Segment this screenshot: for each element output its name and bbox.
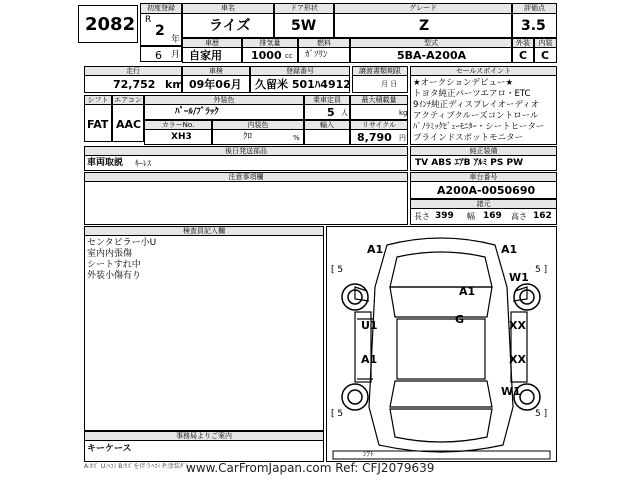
chassis-box	[410, 181, 557, 199]
length-value: 399	[435, 211, 454, 221]
send-later-header: 後日発送部品	[84, 146, 408, 156]
width-value: 169	[483, 211, 502, 221]
sales-point-line: ★オークションデビュー★	[413, 78, 514, 88]
interior-grade: C	[541, 49, 550, 62]
score-header: 評価点	[512, 3, 557, 14]
first-reg-header: 初度登録	[140, 3, 182, 14]
tire-tread-rf-value: 5	[535, 265, 541, 275]
usage-box	[182, 47, 242, 63]
sales-point-line: アクティブクルーズコントロール	[413, 111, 539, 121]
displacement-unit: cc	[285, 52, 293, 60]
inspector-list	[87, 238, 156, 282]
inspector-box	[84, 235, 324, 431]
office-header: 事務局よりご案内	[84, 431, 324, 441]
damage-mark: A1	[501, 243, 518, 256]
transfer-value: 月 日	[381, 80, 398, 88]
capacity-value: 5	[327, 106, 335, 119]
fuel-value: ｶﾞｿﾘﾝ	[305, 50, 328, 60]
damage-mark: XX	[509, 319, 526, 332]
exterior-header: 外装	[512, 38, 534, 48]
tire-tread-rr-value: 5	[535, 409, 541, 419]
year-suffix: 年	[171, 35, 181, 45]
capacity-box	[304, 104, 350, 120]
car-outline	[327, 227, 556, 461]
recycle-value: 8,790	[357, 131, 392, 144]
office-line: キーケース	[87, 444, 132, 454]
car-name: ライズ	[209, 18, 251, 34]
dims-box	[410, 208, 557, 225]
watermark: www.CarFromJapan.com Ref: CFJ2079639	[186, 461, 435, 475]
max-load-unit: kg	[399, 109, 408, 117]
first-reg-box	[140, 13, 182, 46]
grade-value: Z	[419, 18, 430, 34]
length-label: 長さ	[414, 212, 430, 221]
grade-header: グレード	[334, 3, 512, 14]
grade-box	[334, 13, 512, 38]
shift-header: シフト	[84, 95, 112, 105]
max-load-box	[350, 104, 408, 120]
send-later-box	[84, 155, 408, 171]
displacement-value: 1000	[251, 49, 282, 62]
aircon-value: AAC	[116, 118, 142, 131]
tire-tread-lr: [ 5	[331, 409, 344, 419]
int-color-box	[212, 129, 304, 145]
month-value: 6	[155, 49, 162, 62]
sales-point-line: 9ｲﾝﾁ純正ディスプレイオーディオ	[413, 100, 540, 110]
inspection-value: 09年06月	[189, 78, 242, 91]
inspector-line: シートすれ中	[87, 260, 141, 270]
registration-value: 久留米 501ﾊ4912	[255, 78, 351, 91]
car-name-box	[182, 13, 274, 38]
fuel-header: 燃料	[298, 38, 350, 48]
damage-mark: A1	[367, 243, 384, 256]
tire-tread-lf-value: 5	[337, 265, 344, 275]
import-header: 輸入	[304, 120, 350, 130]
exterior-grade: C	[519, 49, 528, 62]
fuel-box	[298, 47, 350, 63]
month-suffix: 月	[171, 50, 181, 60]
displacement-box	[242, 47, 298, 63]
tire-tread-rr: 5 ]	[535, 409, 548, 419]
damage-mark: A1	[459, 285, 476, 298]
sales-point-line: ﾊﾟﾉﾗﾐｯｸﾋﾞｭｰﾓﾆﾀｰ・シートヒーター	[413, 122, 545, 132]
sales-point-line: ブラインドスポットモニター	[413, 133, 524, 143]
year-value: 2	[155, 23, 165, 39]
recycle-unit: 円	[399, 134, 406, 142]
inspector-line: センタピラー小U	[87, 238, 157, 248]
max-load-header: 最大積載量	[350, 95, 408, 105]
legend-text: A:ｷｽﾞ U:ﾍｺﾐ B:ｷｽﾞを伴うﾍｺﾐ P:塗装ﾀﾞﾚ...	[84, 463, 195, 470]
capacity-unit: 人	[341, 109, 348, 117]
send-later-value: ｷｰﾚｽ	[135, 159, 151, 168]
height-value: 162	[533, 211, 552, 221]
usage-value: 自家用	[189, 49, 222, 62]
inspector-line: 外装小傷有り	[87, 271, 142, 281]
registration-box	[250, 75, 350, 93]
mileage-unit: km	[165, 78, 184, 91]
sales-point-line: トヨタ純正パーツエアロ・ETC	[413, 89, 531, 99]
color-value: ﾊﾟｰﾙ/ﾌﾞﾗｯｸ	[175, 107, 219, 117]
office-box	[84, 440, 324, 462]
transfer-header: 譲渡書類期限	[352, 66, 408, 76]
first-reg-month-box	[140, 46, 182, 62]
equipment-box	[410, 155, 557, 171]
tire-tread-lr-value: 5	[337, 409, 344, 419]
lot-number-box	[78, 5, 138, 43]
color-header: 外装色	[144, 95, 304, 105]
tire-tread-lf: [ 5	[331, 265, 344, 275]
equipment-header: 純正装備	[410, 146, 557, 156]
score-value: 3.5	[521, 18, 546, 34]
doors-value: 5W	[291, 18, 317, 34]
model-value: 5BA-A200A	[397, 49, 467, 62]
send-later-label: 車両取説	[87, 158, 124, 168]
inspector-header: 検査員記入欄	[84, 226, 324, 236]
color-no-header: カラーNo.	[144, 120, 212, 130]
recycle-box	[350, 129, 408, 145]
doors-header: ドア形状	[274, 3, 334, 14]
color-no-value: XH3	[171, 132, 192, 142]
score-box	[512, 13, 557, 38]
int-color-header: 内装色	[212, 120, 304, 130]
sales-points-list	[413, 78, 544, 144]
damage-mark: A1	[361, 353, 378, 366]
chassis-header: 車台番号	[410, 172, 557, 182]
usage-header: 車歴	[182, 38, 242, 48]
color-no-box	[144, 129, 212, 145]
import-box	[304, 129, 350, 145]
inspection-box	[182, 75, 250, 93]
mileage-value: 72,752	[113, 78, 156, 91]
notes-header: 注意事項欄	[84, 172, 408, 182]
transfer-box	[352, 75, 408, 93]
damage-mark: W1	[509, 271, 529, 284]
diagram-bottom-label: ｼﾌﾄ	[363, 450, 374, 458]
car-diagram	[326, 226, 557, 462]
exterior-grade-box	[512, 47, 534, 63]
shift-value: FAT	[87, 118, 109, 131]
inspection-header: 車検	[182, 66, 250, 76]
shift-box	[84, 104, 112, 142]
aircon-header: エアコン	[112, 95, 144, 105]
aircon-box	[112, 104, 144, 142]
sales-points-header: セールスポイント	[410, 66, 557, 76]
percent-sign: %	[293, 134, 300, 142]
tire-tread-rf: 5 ]	[535, 265, 548, 275]
car-name-header: 車名	[182, 3, 274, 14]
width-label: 幅	[467, 212, 475, 221]
notes-box	[84, 181, 408, 225]
interior-header: 内装	[534, 38, 557, 48]
damage-mark: XX	[509, 353, 526, 366]
equipment-value: TV ABS ｴｱB ｱﾙﾐ PS PW	[415, 158, 524, 168]
inspector-line: 室内内張傷	[87, 249, 133, 259]
interior-grade-box	[534, 47, 557, 63]
height-label: 高さ	[511, 212, 527, 221]
model-header: 型式	[350, 38, 512, 48]
displacement-header: 排気量	[242, 38, 298, 48]
color-box	[144, 104, 304, 120]
lot-number: 2082	[85, 14, 136, 35]
mileage-header: 走行	[84, 66, 182, 76]
chassis-value: A200A-0050690	[437, 184, 536, 197]
int-color-value: ｸﾛ	[243, 132, 253, 142]
model-box	[350, 47, 512, 63]
damage-mark: W1	[501, 385, 521, 398]
doors-box	[274, 13, 334, 38]
damage-mark: U1	[361, 319, 378, 332]
year-era: R	[145, 15, 152, 25]
dims-header: 諸元	[410, 199, 557, 209]
recycle-header: リサイクル	[350, 120, 408, 130]
damage-mark: G	[455, 313, 465, 326]
sales-points-box	[410, 75, 557, 145]
mileage-box	[84, 75, 182, 93]
registration-header: 登録番号	[250, 66, 350, 76]
capacity-header: 乗車定員	[304, 95, 350, 105]
